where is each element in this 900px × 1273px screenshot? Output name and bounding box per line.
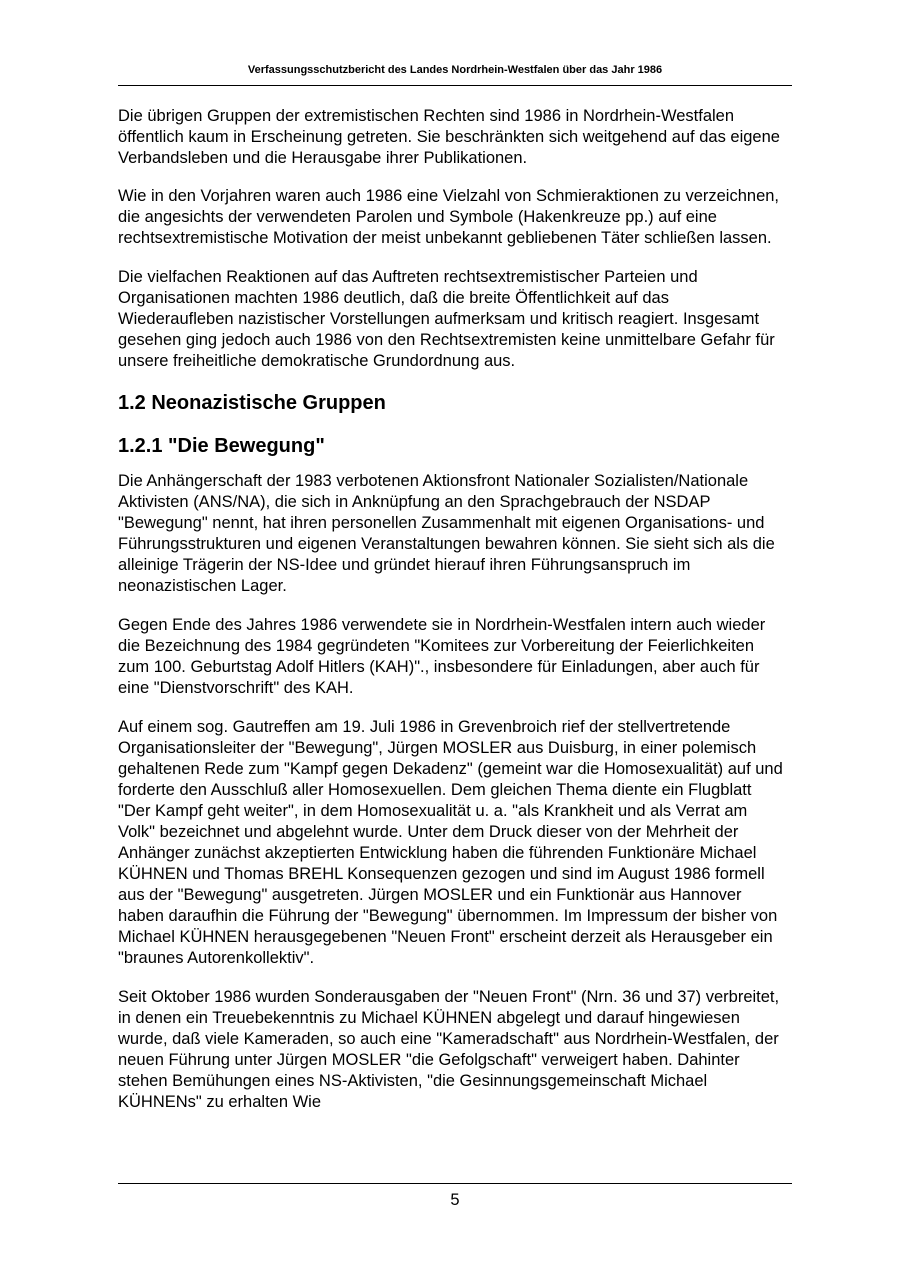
paragraph-graffiti: Wie in den Vorjahren waren auch 1986 eine Vielzahl von Schmieraktionen zu verzeichnen, die angesichts der verwendeten Parolen und Symbole (Hakenkreuze pp.) auf eine rechtsextremistische Motivation der meist unbekannt gebliebenen Täter schließen lassen. xyxy=(118,187,780,247)
page-number: 5 xyxy=(450,1191,460,1209)
subsection-heading-die-bewegung: 1.2.1 "Die Bewegung" xyxy=(118,435,325,457)
running-header: Verfassungsschutzbericht des Landes Nordrhein-Westfalen über das Jahr 1986 xyxy=(247,64,663,76)
paragraph-other-groups: Die übrigen Gruppen der extremistischen Rechten sind 1986 in Nordrhein-Westfalen öffentlich kaum in Erscheinung getreten. Sie beschränkten sich weitgehend auf das eigene Verbandsleben und die Herausgabe ihrer Publikationen. xyxy=(118,107,780,167)
paragraph-gautreffen: Auf einem sog. Gautreffen am 19. Juli 1986 in Grevenbroich rief der stellvertretende Organisationsleiter der "Bewegung", Jürgen MOSLER aus Duisburg, in einer polemisch gehaltenen Rede zum "Kampf gegen Dekadenz" (gemeint war die Homosexualität) auf und forderte den Ausschluß aller Homosexuellen. Dem gleichen Thema diente ein Flugblatt "Der Kampf geht weiter", in dem Homosexualität u. a. "als Krankheit und als Verrat am Volk" bezeichnet und abgelehnt wurde. Unter dem Druck dieser von der Mehrheit der Anhänger zunächst akzeptierten Entwicklung haben die führenden Funktionäre Michael KÜHNEN und Thomas BREHL Konsequenzen gezogen und sind im August 1986 formell aus der "Bewegung" ausgetreten. Jürgen MOSLER und ein Funktionär aus Hannover haben daraufhin die Führung der "Bewegung" übernommen. Im Impressum der bisher von Michael KÜHNEN herausgegebenen "Neuen Front" erscheint derzeit als Herausgeber ein "braunes Autorenkollektiv". xyxy=(118,718,783,967)
page-body xyxy=(118,106,788,1131)
header-divider xyxy=(118,85,792,86)
paragraph-kah: Gegen Ende des Jahres 1986 verwendete sie in Nordrhein-Westfalen intern auch wieder die Bezeichnung des 1984 gegründeten "Komitees zur Vorbereitung der Feierlichkeiten zum 100. Geburtstag Adolf Hitlers (KAH)"., insbesondere für Einladungen, aber auch für eine "Dienstvorschrift" des KAH. xyxy=(118,616,766,697)
paragraph-ans-na: Die Anhängerschaft der 1983 verbotenen Aktionsfront Nationaler Sozialisten/Nationale Aktivisten (ANS/NA), die sich in Anknüpfung an den Sprachgebrauch der NSDAP "Bewegung" nennt, hat ihren personellen Zusammenhalt mit eigenen Organisations- und Führungsstrukturen und eigenen Veranstaltungen bewahren können. Sie sieht sich als die alleinige Trägerin der NS-Idee und gründet hierauf ihren Führungsanspruch im neonazistischen Lager. xyxy=(118,472,775,595)
paragraph-reactions: Die vielfachen Reaktionen auf das Auftreten rechtsextremistischer Parteien und Organisationen machten 1986 deutlich, daß die breite Öffentlichkeit auf das Wiederaufleben nazistischer Vorstellungen aufmerksam und kritisch reagiert. Insgesamt gesehen ging jedoch auch 1986 von den Rechtsextremisten keine unmittelbare Gefahr für unsere freiheitliche demokratische Grundordnung aus. xyxy=(118,268,775,370)
paragraph-neue-front: Seit Oktober 1986 wurden Sonderausgaben der "Neuen Front" (Nrn. 36 und 37) verbreitet, in denen ein Treuebekenntnis zu Michael KÜHNEN abgelegt und darauf hingewiesen wurde, daß viele Kameraden, so auch eine "Kameradschaft" aus Nordrhein-Westfalen, der neuen Führung unter Jürgen MOSLER "die Gefolgschaft" verweigert haben. Dahinter stehen Bemühungen eines NS-Aktivisten, "die Gesinnungsgemeinschaft Michael KÜHNENs" zu erhalten Wie xyxy=(118,988,780,1111)
footer-divider xyxy=(118,1183,792,1184)
section-heading-neonazi-groups: 1.2 Neonazistische Gruppen xyxy=(118,392,386,414)
